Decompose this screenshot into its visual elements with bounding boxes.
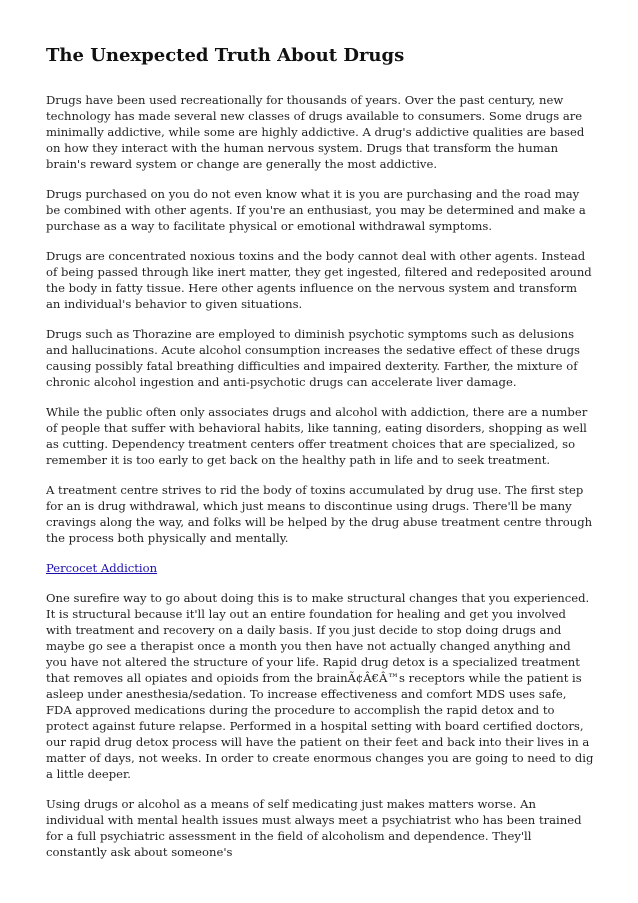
paragraph-thorazine: Drugs such as Thorazine are employed to diminish psychotic symptoms such as delusions and hallucinations. Acute alcohol consumption increases the sedative effect of these drugs causing possibly fatal breathing difficulties and impaired dexterity. Farther, the mixture of chronic alcohol ingestion and anti-psychotic drugs can accelerate liver damage. (46, 327, 580, 389)
paragraph-structural-changes: One surefire way to go about doing this is to make structural changes that you experienced. It is structural because it'll lay out an entire foundation for healing and get you involved with treatment and recovery on a daily basis. If you just decide to stop doing drugs and maybe go see a therapist once a month you then have not actually changed anything and you have not altered the structure of your life. Rapid drug detox is a specialized treatment that removes all opiates and opioids from the brainÃ¢Â€Â™s receptors while the patient is asleep under anesthesia/sedation. To increase effectiveness and comfort MDS uses safe, FDA approved medications during the procedure to accomplish the rapid detox and to protect against future relapse. Performed in a hospital setting with board certified doctors, our rapid drug detox process will have the patient on their feet and back into their lives in a matter of days, not weeks. In order to create enormous changes you are going to need to dig a little deeper. (46, 591, 594, 781)
paragraph-toxins: Drugs are concentrated noxious toxins and the body cannot deal with other agents. Instead of being passed through like inert matter, they get ingested, filtered and redeposited around the body in fatty tissue. Here other agents influence on the nervous system and transform an individual's behavior to given situations. (46, 249, 592, 311)
percocet-addiction-link[interactable]: Percocet Addiction (46, 561, 158, 575)
paragraph-self-medicating: Using drugs or alcohol as a means of self medicating just makes matters worse. An individual with mental health issues must always meet a psychiatrist who has been trained for a full psychiatric assessment in the field of alcoholism and dependence. They'll constantly ask about someone's (46, 797, 582, 859)
paragraph-treatment-centre: A treatment centre strives to rid the body of toxins accumulated by drug use. The first step for an is drug withdrawal, which just means to discontinue using drugs. There'll be many cravings along the way, and folks will be helped by the drug abuse treatment centre through the process both physically and mentally. (46, 483, 593, 545)
link-paragraph (46, 560, 594, 576)
document-page (46, 44, 594, 874)
page-title: The Unexpected Truth About Drugs (46, 45, 405, 66)
paragraph-behavioral: While the public often only associates drugs and alcohol with addiction, there are a number of people that suffer with behavioral habits, like tanning, eating disorders, shopping as well as cutting. Dependency treatment centers offer treatment choices that are specialized, so remember it is too early to get back on the healthy path in life and to seek treatment. (46, 405, 588, 467)
paragraph-intro: Drugs have been used recreationally for thousands of years. Over the past century, new technology has made several new classes of drugs available to consumers. Some drugs are minimally addictive, while some are highly addictive. A drug's addictive qualities are based on how they interact with the human nervous system. Drugs that transform the human brain's reward system or change are generally the most addictive. (46, 93, 585, 171)
paragraph-purchase: Drugs purchased on you do not even know what it is you are purchasing and the road may be combined with other agents. If you're an enthusiast, you may be determined and make a purchase as a way to facilitate physical or emotional withdrawal symptoms. (46, 187, 586, 233)
